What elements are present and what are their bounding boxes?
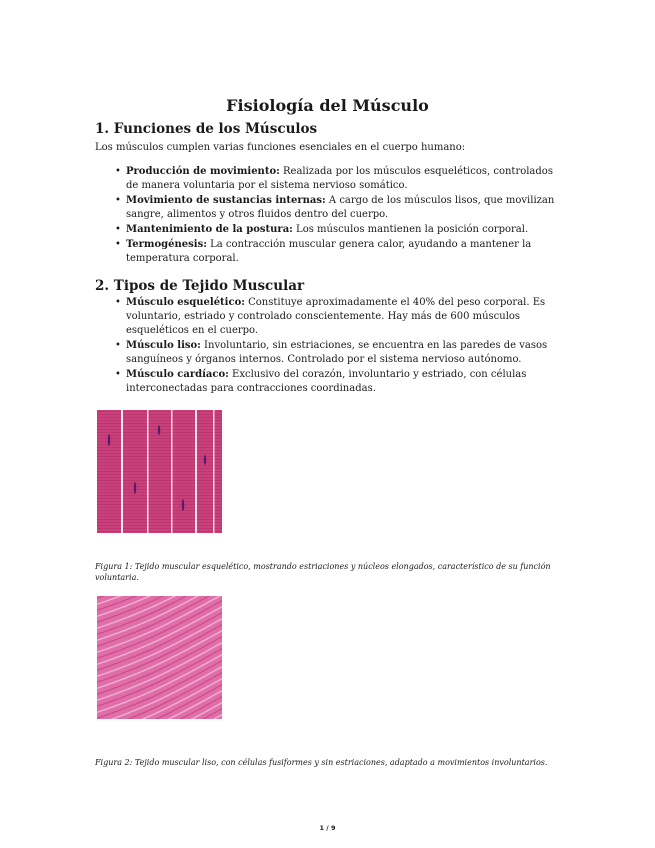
list-item: • Movimiento de sustancias internas: A cargo de los músculos lisos, que movilizan sangre, alimentos y otros fluidos dentro del cuerpo.: [115, 195, 555, 220]
fiber-boundary: [147, 410, 149, 533]
fiber-boundary: [195, 410, 197, 533]
striation: [97, 528, 222, 529]
list-item: • Termogénesis: La contracción muscular genera calor, ayudando a mantener la temperatura corporal.: [115, 239, 532, 264]
striation: [97, 411, 222, 412]
figure-1-caption: Figura 1: Tejido muscular esquelético, mostrando estriaciones y núcleos elongados, característico de su función voluntaria.: [95, 562, 551, 582]
striation: [97, 492, 222, 493]
striation: [97, 495, 222, 496]
striation: [97, 447, 222, 448]
smooth-muscle-image: [97, 596, 222, 719]
striation: [97, 525, 222, 526]
striation: [97, 456, 222, 457]
striation: [97, 489, 222, 490]
list-item: • Mantenimiento de la postura: Los músculos mantienen la posición corporal.: [115, 224, 529, 235]
section-heading-tipos: 2. Tipos de Tejido Muscular: [95, 278, 305, 294]
tissue-types-list: [95, 296, 565, 397]
striation: [97, 504, 222, 505]
striation: [97, 477, 222, 478]
list-item: • Músculo liso: Involuntario, sin estriaciones, se encuentra en las paredes de vasos sanguíneos y órganos internos. Controlado por el sistema nervioso autónomo.: [115, 340, 548, 365]
striation: [97, 468, 222, 469]
striation: [97, 453, 222, 454]
striation: [97, 462, 222, 463]
striation: [97, 510, 222, 511]
striation: [97, 414, 222, 415]
nucleus: [108, 434, 110, 446]
nucleus: [182, 499, 184, 511]
striation: [97, 507, 222, 508]
fiber-boundary: [171, 410, 173, 533]
section-intro: Los músculos cumplen varias funciones esenciales en el cuerpo humano:: [95, 142, 466, 153]
striation: [97, 474, 222, 475]
figure-2-caption: Figura 2: Tejido muscular liso, con células fusiformes y sin estriaciones, adaptado a movimientos involuntarios.: [95, 758, 548, 767]
striation: [97, 483, 222, 484]
striation: [97, 531, 222, 532]
striation: [97, 522, 222, 523]
bullet-icon: •: [115, 369, 121, 380]
skeletal-muscle-illustration: [97, 410, 222, 533]
striation: [97, 417, 222, 418]
section-heading-funciones: 1. Funciones de los Músculos: [95, 121, 318, 137]
skeletal-muscle-image: [97, 410, 222, 533]
bullet-icon: •: [115, 166, 121, 177]
functions-list: [95, 165, 565, 267]
striation: [97, 501, 222, 502]
bullet-icon: •: [115, 224, 121, 235]
fiber-boundary: [121, 410, 123, 533]
striation: [97, 486, 222, 487]
striation: [97, 459, 222, 460]
striation: [97, 450, 222, 451]
striation: [97, 423, 222, 424]
smooth-muscle-illustration: [97, 596, 222, 719]
bullet-icon: •: [115, 239, 121, 250]
striation: [97, 420, 222, 421]
nucleus: [204, 455, 206, 465]
striation: [97, 498, 222, 499]
striation: [97, 435, 222, 436]
bullet-icon: •: [115, 195, 121, 206]
page-number: 1 / 9: [319, 824, 336, 832]
striation: [97, 513, 222, 514]
striation: [97, 471, 222, 472]
striation: [97, 441, 222, 442]
nucleus: [158, 425, 160, 435]
striation: [97, 519, 222, 520]
list-item: • Músculo cardíaco: Exclusivo del corazón, involuntario y estriado, con células interconectadas para contracciones coordinadas.: [115, 369, 527, 394]
list-item: • Músculo esquelético: Constituye aproximadamente el 40% del peso corporal. Es voluntario, estriado y controlado conscientemente. Hay más de 600 músculos esqueléticos en el cuerpo.: [115, 297, 546, 336]
bullet-icon: •: [115, 297, 121, 308]
bullet-icon: •: [115, 340, 121, 351]
striation: [97, 516, 222, 517]
list-item: • Producción de movimiento: Realizada por los músculos esqueléticos, controlados de manera voluntaria por el sistema nervioso somático.: [115, 166, 553, 191]
striation: [97, 480, 222, 481]
striation: [97, 438, 222, 439]
nucleus: [134, 482, 136, 494]
striation: [97, 465, 222, 466]
fiber-boundary: [213, 410, 215, 533]
striation: [97, 444, 222, 445]
document-title: Fisiología del Músculo: [226, 96, 429, 115]
